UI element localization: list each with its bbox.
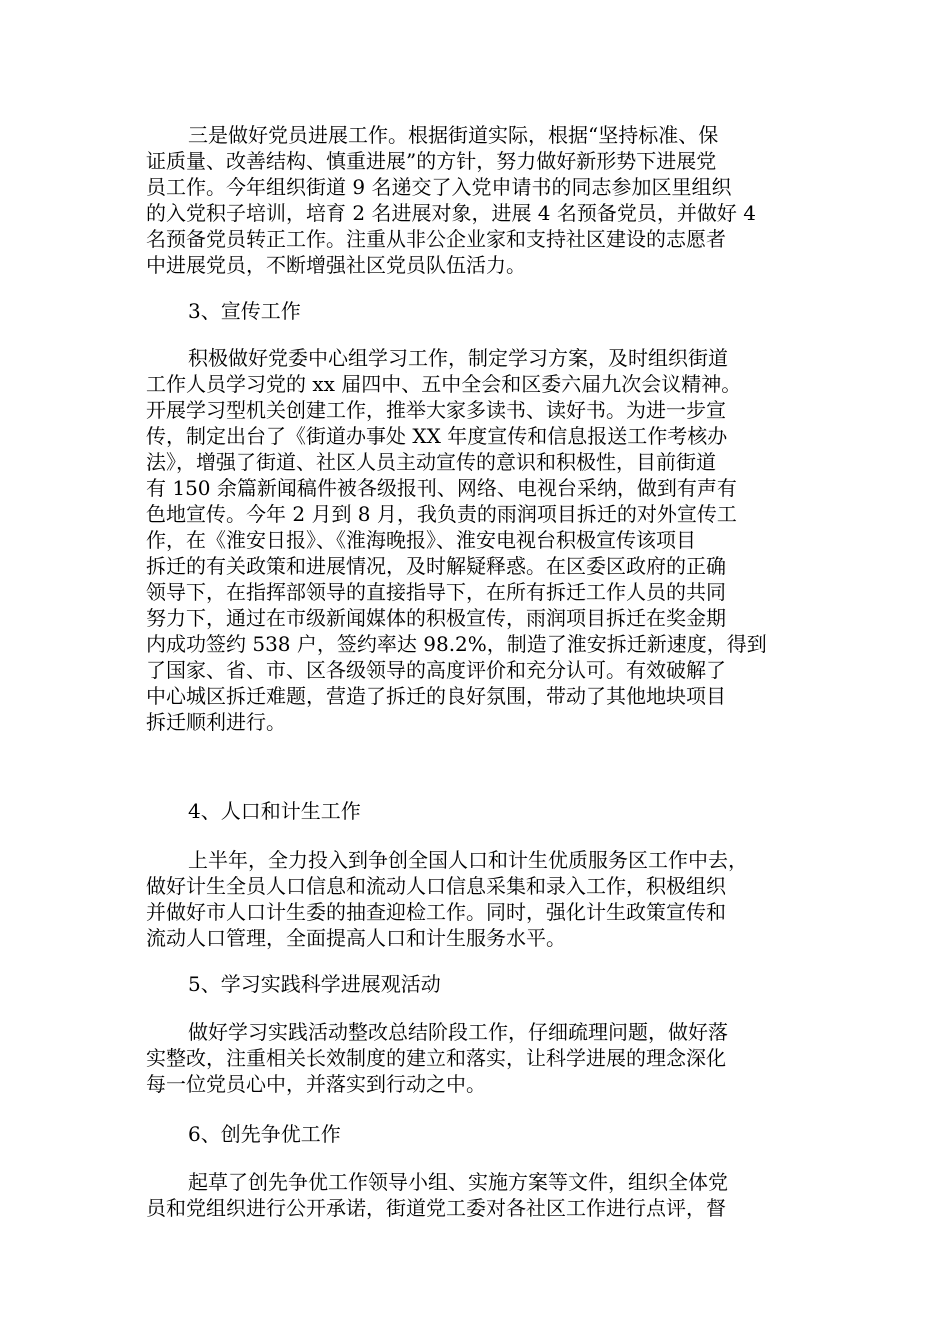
section-heading: 5、学习实践科学进展观活动 — [188, 972, 441, 996]
paragraph-line: 中心城区拆迁难题，营造了拆迁的良好氛围，带动了其他地块项目 — [146, 684, 726, 708]
paragraph-line: 积极做好党委中心组学习工作，制定学习方案，及时组织街道 — [188, 346, 728, 370]
paragraph-line: 中进展党员，不断增强社区党员队伍活力。 — [146, 253, 526, 277]
paragraph-publicity-work — [146, 345, 822, 735]
paragraph-line: 作，在《淮安日报》、《淮海晚报》、淮安电视台积极宣传该项目 — [146, 528, 696, 552]
paragraph-line: 做好计生全员人口信息和流动人口信息采集和录入工作，积极组织 — [146, 874, 726, 898]
paragraph-line: 工作人员学习党的 xx 届四中、五中全会和区委六届九次会议精神。 — [146, 372, 742, 396]
paragraph-line: 做好学习实践活动整改总结阶段工作，仔细疏理问题，做好落 — [188, 1020, 728, 1044]
section-heading: 4、人口和计生工作 — [188, 799, 361, 823]
section-heading: 6、创先争优工作 — [188, 1122, 341, 1146]
paragraph-line: 传，制定出台了《街道办事处 XX 年度宣传和信息报送工作考核办 — [146, 424, 728, 448]
paragraph-line: 上半年，全力投入到争创全国人口和计生优质服务区工作中去， — [188, 848, 748, 872]
paragraph-line: 拆迁顺利进行。 — [146, 710, 286, 734]
paragraph-line: 开展学习型机关创建工作，推举大家多读书、读好书。为进一步宣 — [146, 398, 726, 422]
paragraph-line: 的入党积子培训，培育 2 名进展对象，进展 4 名预备党员，并做好 4 — [146, 201, 756, 225]
paragraph-line: 员和党组织进行公开承诺，街道党工委对各社区工作进行点评，督 — [146, 1196, 726, 1220]
section-heading-excellence — [146, 1121, 822, 1147]
paragraph-line: 员工作。今年组织街道 9 名递交了入党申请书的同志参加区里组织 — [146, 175, 732, 199]
paragraph-line: 内成功签约 538 户，签约率达 98.2%，制造了淮安拆迁新速度，得到 — [146, 632, 767, 656]
section-heading-population — [146, 798, 822, 824]
paragraph-study-practice — [146, 1019, 822, 1097]
paragraph-line: 起草了创先争优工作领导小组、实施方案等文件，组织全体党 — [188, 1170, 728, 1194]
paragraph-population-work — [146, 847, 822, 951]
paragraph-line: 每一位党员心中，并落实到行动之中。 — [146, 1072, 486, 1096]
paragraph-party-member-development — [146, 122, 822, 278]
paragraph-line: 三是做好党员进展工作。根据街道实际，根据“坚持标准、保 — [188, 123, 719, 147]
section-heading-study-practice — [146, 971, 822, 997]
paragraph-line: 法》，增强了街道、社区人员主动宣传的意识和积极性，目前街道 — [146, 450, 716, 474]
paragraph-excellence-work — [146, 1169, 822, 1221]
paragraph-line: 拆迁的有关政策和进展情况，及时解疑释惑。在区委区政府的正确 — [146, 554, 726, 578]
section-heading: 3、宣传工作 — [188, 299, 301, 323]
paragraph-line: 色地宣传。今年 2 月到 8 月，我负责的雨润项目拆迁的对外宣传工 — [146, 502, 737, 526]
paragraph-line: 有 150 余篇新闻稿件被各级报刊、网络、电视台采纳，做到有声有 — [146, 476, 737, 500]
paragraph-line: 并做好市人口计生委的抽查迎检工作。同时，强化计生政策宣传和 — [146, 900, 726, 924]
paragraph-line: 名预备党员转正工作。注重从非公企业家和支持社区建设的志愿者 — [146, 227, 726, 251]
section-heading-publicity — [146, 298, 822, 324]
paragraph-line: 了国家、省、市、区各级领导的高度评价和充分认可。有效破解了 — [146, 658, 726, 682]
paragraph-line: 流动人口管理，全面提高人口和计生服务水平。 — [146, 926, 566, 950]
paragraph-line: 领导下，在指挥部领导的直接指导下，在所有拆迁工作人员的共同 — [146, 580, 726, 604]
paragraph-line: 努力下，通过在市级新闻媒体的积极宣传，雨润项目拆迁在奖金期 — [146, 606, 726, 630]
paragraph-line: 实整改，注重相关长效制度的建立和落实，让科学进展的理念深化 — [146, 1046, 726, 1070]
paragraph-line: 证质量、改善结构、慎重进展”的方针，努力做好新形势下进展党 — [146, 149, 717, 173]
